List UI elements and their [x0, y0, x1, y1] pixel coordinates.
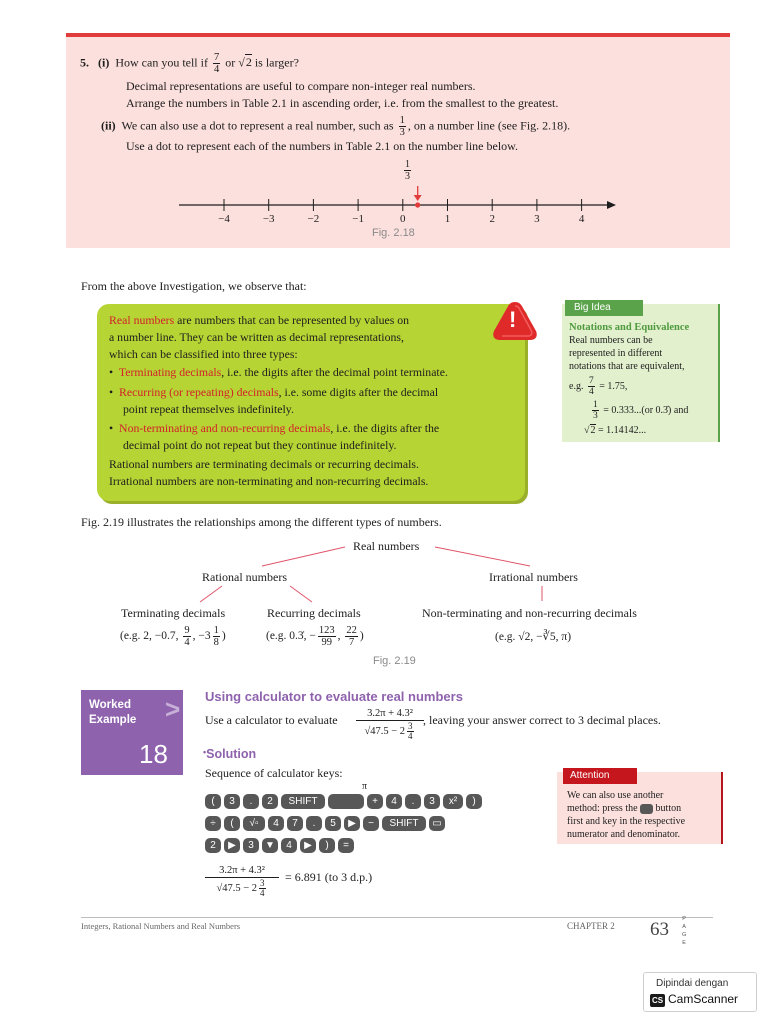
footer-divider [81, 917, 713, 918]
calculator-key: 3 [224, 794, 240, 809]
text: (e.g. 2, −0.7, [120, 630, 179, 643]
tree-example-irrational: (e.g. √2, −∛5, π) [495, 631, 572, 643]
tree-node-terminating: Terminating decimals [121, 606, 226, 620]
solution-heading: Solution [206, 747, 257, 761]
denominator: 7 [349, 637, 355, 648]
worked-label: Worked [89, 699, 131, 711]
calculator-key: ▶ [300, 838, 316, 853]
text: are numbers that can be represented by values on [174, 313, 410, 327]
example-number: 18 [139, 739, 168, 769]
number-line-label: −1 [352, 213, 364, 225]
calculator-key: √▫ [243, 816, 265, 831]
calculator-key: 2 [262, 794, 278, 809]
text: (e.g. 0.3̇, − [266, 630, 316, 643]
page-word [682, 915, 686, 947]
numerator: 22 [346, 625, 357, 636]
connector-root-irrational [435, 547, 530, 566]
big-idea-title: Notations and Equivalence [569, 322, 690, 333]
part-label: (ii) [101, 118, 116, 133]
text: , −3 [192, 630, 211, 643]
text: or [225, 55, 236, 70]
question-number: 5. [80, 55, 89, 70]
figure-caption: Fig. 2.19 [373, 655, 416, 667]
tree-example-terminating [120, 625, 226, 648]
text-line: Arrange the numbers in Table 2.1 in ascending order, i.e. from the smallest to the greatest. [126, 96, 559, 110]
text-line: decimal point do not repeat but they continue indefinitely. [123, 438, 397, 452]
calculator-key: ) [319, 838, 335, 853]
text-line: which can be classified into three types: [109, 347, 298, 361]
page-word-letter: E [682, 940, 686, 946]
numerator: 7 [588, 376, 594, 386]
bullet: • [203, 747, 207, 757]
denominator: 4 [408, 731, 413, 741]
page-word-letter: A [682, 924, 686, 930]
calculator-key: 2 [205, 838, 221, 853]
calculator-key: ) [466, 794, 482, 809]
denominator: 4 [260, 888, 265, 898]
observe-text: From the above Investigation, we observe that: [81, 279, 307, 293]
figure-caption: Fig. 2.18 [372, 227, 415, 239]
number-line-label: 4 [578, 213, 585, 225]
number-line-label: 3 [534, 213, 540, 225]
denominator: 3 [593, 411, 598, 421]
tree-node-non-terminating: Non-terminating and non-recurring decimals [422, 606, 637, 620]
denominator: 4 [184, 637, 190, 648]
text: , i.e. the digits after the decimal point terminate. [221, 365, 448, 379]
text-line: Irrational numbers are non-terminating and non-recurring decimals. [109, 474, 429, 488]
tree-example-recurring [266, 625, 364, 648]
term-terminating: Terminating decimals [118, 365, 222, 379]
worked-example-title: Using calculator to evaluate real numbers [205, 689, 463, 704]
text-line: notations that are equivalent, [569, 361, 685, 372]
tree-node-rational: Rational numbers [202, 570, 287, 584]
bullet: • [109, 385, 114, 399]
calculator-key: ▭ [429, 816, 445, 831]
text-line: Real numbers can be [569, 335, 653, 346]
calculator-key: . [405, 794, 421, 809]
term-recurring: Recurring (or repeating) decimals [119, 385, 279, 399]
bullet: • [109, 421, 114, 435]
tree-node-recurring: Recurring decimals [267, 606, 361, 620]
number-line-label: 2 [489, 213, 495, 225]
numerator: 7 [213, 52, 220, 63]
calculator-key: SHIFT [281, 794, 325, 809]
calculator-key: 4 [386, 794, 402, 809]
sqrt-symbol: √ [584, 425, 590, 436]
numerator: 123 [318, 625, 335, 636]
term-non-terminating: Non-terminating and non-recurring decimals [119, 421, 331, 435]
text-line: numerator and denominator. [567, 829, 681, 840]
big-idea-tag: Big Idea [565, 300, 643, 316]
text-line: a number line. They can be written as decimal representations, [109, 330, 404, 344]
denominator: 4 [588, 387, 594, 397]
connector-root-rational [262, 547, 345, 566]
expression-denominator: √47.5 − 2 [216, 882, 258, 894]
calculator-key: ( [224, 816, 240, 831]
text-line: Use a dot to represent each of the numbers in Table 2.1 on the number line below. [126, 139, 519, 153]
text: ) [221, 630, 226, 643]
page-word-letter: P [682, 916, 686, 922]
calculator-key: . [306, 816, 322, 831]
page-number: 63 [650, 919, 669, 940]
numerator: 3 [408, 721, 413, 731]
attention-tag: Attention [563, 768, 637, 784]
calculator-key: − [363, 816, 379, 831]
fraction-key-icon [640, 804, 653, 814]
calculator-key: SHIFT [382, 816, 426, 831]
text: , on a number line (see Fig. 2.18). [407, 118, 571, 133]
denominator: 8 [213, 637, 219, 648]
calculator-key: ÷ [205, 816, 221, 831]
text-line [567, 803, 681, 814]
camscanner-watermark [643, 972, 757, 1012]
calculator-key: 3 [424, 794, 440, 809]
denominator: 99 [321, 637, 333, 648]
numerator: 3 [260, 878, 265, 888]
calculator-key: 7 [287, 816, 303, 831]
footer-chapter: CHAPTER 2 [567, 921, 615, 931]
text: button [655, 803, 682, 814]
question-text: Use a calculator to evaluate [205, 713, 338, 727]
text: is larger? [254, 55, 299, 70]
number-line-label: −4 [218, 213, 230, 225]
denominator: 3 [405, 171, 410, 182]
text: ) [359, 630, 364, 643]
number-line-label: −2 [307, 213, 320, 225]
numerator: 1 [593, 400, 598, 410]
tree-node-real-numbers: Real numbers [353, 539, 420, 553]
page-word-letter: G [682, 932, 687, 938]
calculator-key: ▶ [344, 816, 360, 831]
calculator-key: 4 [268, 816, 284, 831]
calculator-key: 5 [325, 816, 341, 831]
numerator: 1 [405, 159, 410, 170]
chevron-right-icon: > [165, 694, 181, 724]
text: , i.e. the digits after the [330, 421, 440, 435]
scanner-caption: Dipindai dengan [656, 978, 729, 989]
number-line-label: −3 [262, 213, 275, 225]
calculator-key: ( [205, 794, 221, 809]
alert-mark: ! [509, 307, 517, 332]
connector-rational-terminating [200, 586, 222, 602]
text: = 1.75, [599, 380, 628, 392]
tree-node-irrational: Irrational numbers [489, 570, 578, 584]
numerator: 1 [213, 625, 219, 636]
result-expression [205, 865, 279, 898]
number-line-label: 0 [400, 213, 406, 225]
calculator-key: ▶ [224, 838, 240, 853]
sqrt-symbol: √ [238, 55, 245, 70]
text-line: first and key in the respective [567, 816, 686, 827]
calculator-key: x² [443, 794, 463, 809]
connector-rational-recurring [290, 586, 312, 602]
calculator-key: 3 [243, 838, 259, 853]
calculator-key: = [338, 838, 354, 853]
text: method: press the [567, 803, 638, 814]
sqrt-arg: 2 [590, 425, 596, 436]
text: We can also use a dot to represent a real number, such as [121, 118, 394, 133]
camscanner-logo-icon: CS [651, 996, 664, 1005]
text-line: Decimal representations are useful to compare non-integer real numbers. [126, 79, 476, 93]
calculator-key [328, 794, 364, 809]
text: = 0.333...(or 0.3̇) and [603, 404, 689, 416]
bullet: • [109, 365, 114, 379]
footer-book-title: Integers, Rational Numbers and Real Numbers [81, 921, 241, 931]
result-value: = 6.891 (to 3 d.p.) [285, 870, 373, 884]
numerator: 1 [399, 115, 405, 126]
part-label: (i) [98, 55, 110, 70]
fig-intro-text: Fig. 2.19 illustrates the relationships among the different types of numbers. [81, 515, 442, 529]
sequence-text: Sequence of calculator keys: [205, 766, 343, 780]
pi-label: π [362, 781, 368, 792]
expression-numerator: 3.2π + 4.3² [356, 708, 424, 721]
text-line: represented in different [569, 348, 663, 359]
expression-denominator: √47.5 − 2 [364, 725, 406, 737]
sqrt-arg: 2 [245, 55, 252, 70]
text-line: point repeat themselves indefinitely. [123, 402, 294, 416]
text: = 1.14142... [598, 425, 647, 436]
text: , [337, 630, 341, 643]
denominator: 4 [213, 64, 220, 75]
numerator: 9 [184, 625, 190, 636]
question-expression [356, 708, 424, 741]
calculator-key: . [243, 794, 259, 809]
question-text-end: , leaving your answer correct to 3 decimal places. [423, 713, 661, 727]
scanner-name: CamScanner [668, 992, 739, 1006]
example-label: Example [89, 714, 137, 726]
text: How can you tell if [115, 55, 208, 70]
text-line: We can also use another [567, 790, 664, 801]
denominator: 3 [399, 127, 405, 138]
text: , i.e. some digits after the decimal [278, 385, 439, 399]
text-line: Rational numbers are terminating decimals or recurring decimals. [109, 457, 419, 471]
term-real-numbers: Real numbers [109, 313, 175, 327]
calculator-key: + [367, 794, 383, 809]
text: e.g. [569, 380, 584, 392]
calculator-key: 4 [281, 838, 297, 853]
number-line-label: 1 [444, 213, 451, 225]
expression-numerator: 3.2π + 4.3² [205, 865, 279, 878]
calculator-key: ▼ [262, 838, 278, 853]
